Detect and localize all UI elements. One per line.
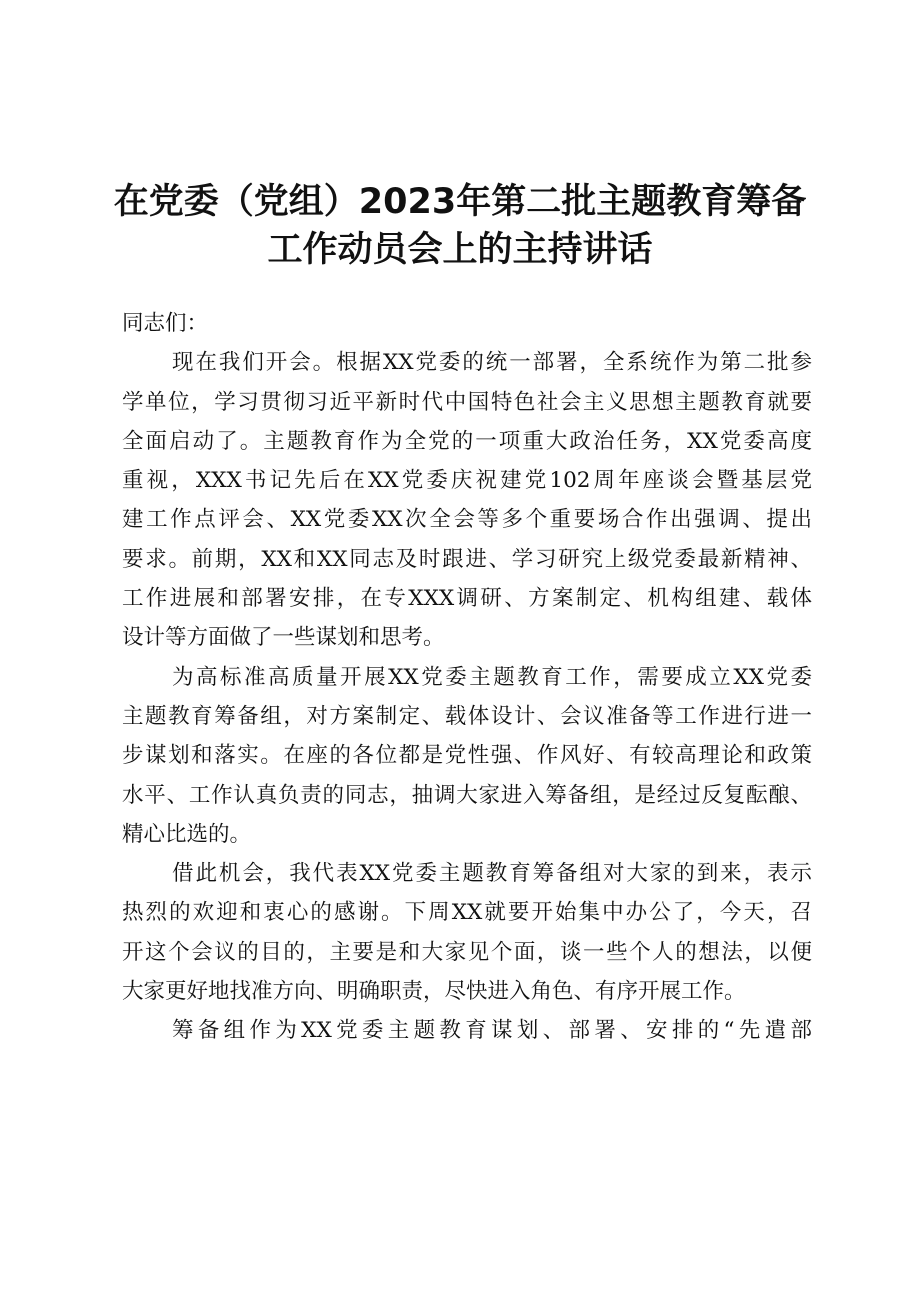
paragraph-line: 步谋划和落实。在座的各位都是党性强、作风好、有较高理论和政策 (122, 743, 812, 769)
document-body (122, 304, 812, 1051)
paragraph-line: 重视，XXX书记先后在XX党委庆祝建党102周年座谈会暨基层党 (122, 468, 812, 494)
document-title (100, 178, 820, 274)
paragraph-line: 大家更好地找准方向、明确职责，尽快进入角色、有序开展工作。 (122, 979, 746, 1005)
paragraph-line: 全面启动了。主题教育作为全党的一项重大政治任务，XX党委高度 (122, 428, 812, 454)
paragraph-line: 为高标准高质量开展XX党委主题教育工作，需要成立XX党委 (172, 664, 812, 690)
paragraph-line: 主题教育筹备组，对方案制定、载体设计、会议准备等工作进行进一 (122, 703, 812, 729)
paragraph-line: 精心比选的。 (122, 821, 252, 847)
paragraph-3 (122, 854, 812, 1011)
paragraph-1 (122, 343, 812, 657)
paragraph-line: 要求。前期，XX和XX同志及时跟进、学习研究上级党委最新精神、 (122, 546, 812, 572)
paragraph-line: 学单位，学习贯彻习近平新时代中国特色社会主义思想主题教育就要 (122, 389, 812, 415)
greeting: 同志们： (122, 311, 209, 336)
title-line-2: 工作动员会上的主持讲话 (267, 230, 653, 270)
paragraph-line: 水平、工作认真负责的同志，抽调大家进入筹备组，是经过反复酝酿、 (122, 782, 812, 808)
title-line-1: 在党委（党组）2023年第二批主题教育筹备 (113, 182, 807, 222)
paragraph-line: 借此机会，我代表XX党委主题教育筹备组对大家的到来，表示 (172, 861, 812, 887)
paragraph-line: 开这个会议的目的，主要是和大家见个面，谈一些个人的想法，以便 (122, 939, 812, 965)
paragraph-4 (122, 1011, 812, 1050)
paragraph-line: 筹备组作为XX党委主题教育谋划、部署、安排的“先遣部 (172, 1018, 812, 1044)
paragraph-2 (122, 658, 812, 854)
paragraph-line: 设计等方面做了一些谋划和思考。 (122, 625, 445, 651)
paragraph-line: 现在我们开会。根据XX党委的统一部署，全系统作为第二批参 (172, 350, 812, 376)
paragraph-line: 热烈的欢迎和衷心的感谢。下周XX就要开始集中办公了，今天，召 (122, 900, 812, 926)
paragraph-line: 工作进展和部署安排，在专XXX调研、方案制定、机构组建、载体 (122, 586, 812, 612)
paragraph-line: 建工作点评会、XX党委XX次全会等多个重要场合作出强调、提出 (122, 507, 812, 533)
